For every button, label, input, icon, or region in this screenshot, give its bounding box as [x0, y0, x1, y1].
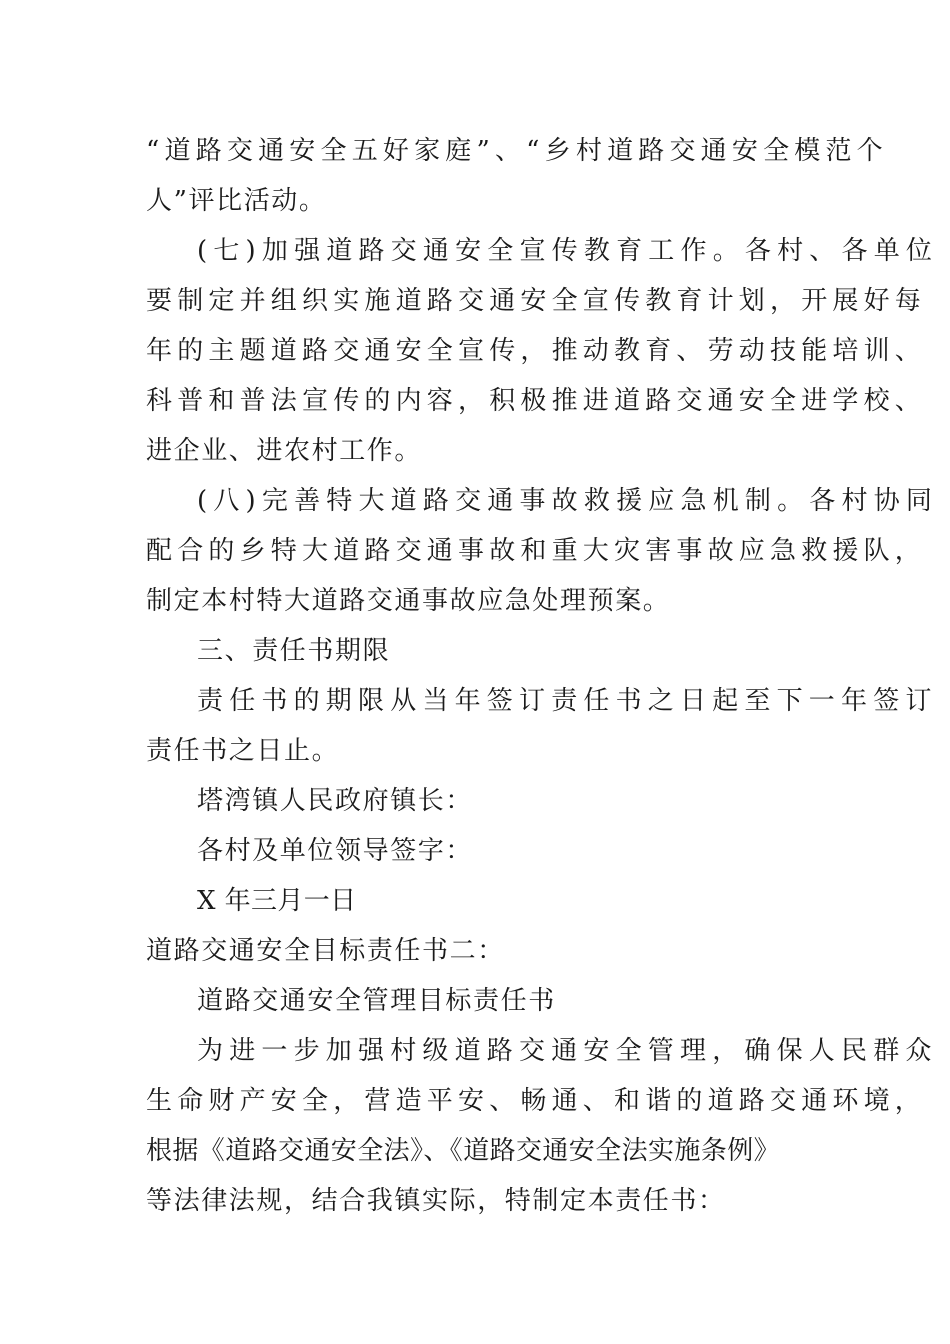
text-line: 责任书的期限从当年签订责任书之日起至下一年签订 [197, 686, 938, 716]
text-line: 科普和普法宣传的内容，积极推进道路交通安全进学校、 [146, 386, 927, 416]
text-line: “道路交通安全五好家庭”、“乡村道路交通安全模范个 [146, 136, 888, 166]
text-line: 人”评比活动。 [146, 186, 327, 216]
text-line: 等法律法规，结合我镇实际，特制定本责任书： [146, 1186, 726, 1216]
paragraph-seven-heading: (七)加强道路交通安全宣传教育工作。各村、各单位 [197, 236, 939, 266]
document-date: X 年三月一日 [197, 886, 357, 916]
second-document-title: 道路交通安全管理目标责任书 [197, 986, 556, 1016]
text-line: 制定本村特大道路交通事故应急处理预案。 [146, 586, 671, 616]
text-line: 生命财产安全，营造平安、畅通、和谐的道路交通环境， [146, 1086, 927, 1116]
signature-village-leaders: 各村及单位领导签字： [197, 836, 474, 866]
second-document-heading: 道路交通安全目标责任书二： [146, 936, 505, 966]
text-line: 进企业、进农村工作。 [146, 436, 423, 466]
text-line: 年的主题道路交通安全宣传，推动教育、劳动技能培训、 [146, 336, 927, 366]
text-line: 根据《道路交通安全法》、《道路交通安全法实施条例》 [146, 1136, 781, 1166]
paragraph-eight-heading: (八)完善特大道路交通事故救援应急机制。各村协同 [197, 486, 939, 516]
text-line: 要制定并组织实施道路交通安全宣传教育计划，开展好每 [146, 286, 927, 316]
section-three-heading: 三、责任书期限 [197, 636, 391, 666]
text-line: 责任书之日止。 [146, 736, 340, 766]
text-line: 配合的乡特大道路交通事故和重大灾害事故应急救援队， [146, 536, 927, 566]
signature-town-head: 塔湾镇人民政府镇长： [197, 786, 474, 816]
text-line: 为进一步加强村级道路交通安全管理，确保人民群众 [197, 1036, 938, 1066]
